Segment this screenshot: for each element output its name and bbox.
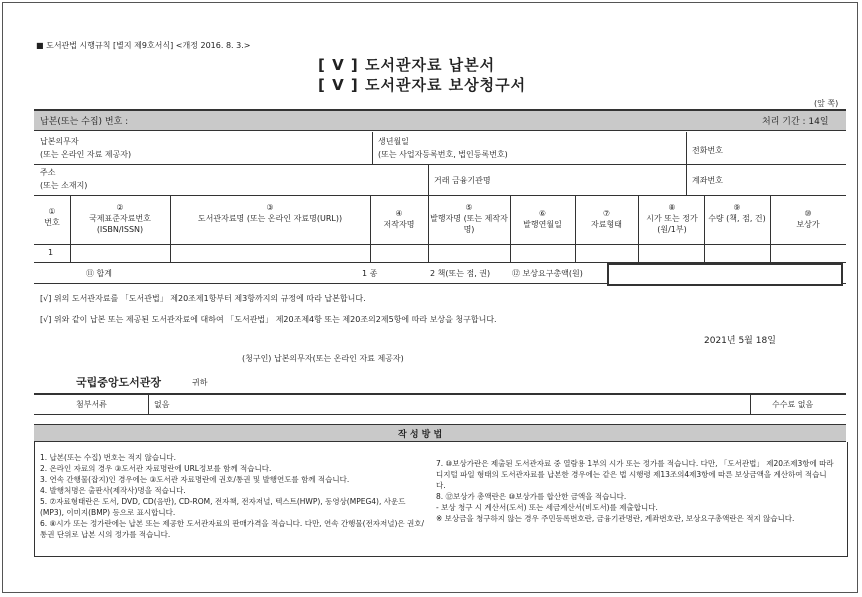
column-header-quantity: ⑨ 수량 (책, 점, 건) — [708, 203, 766, 223]
instruction-item: 3. 연속 간행물(잡지)인 경우에는 ③도서관 자료명란에 권호/통권 및 발행연도를 함께 적습니다. — [40, 475, 350, 484]
instructions-left — [40, 452, 425, 540]
birth-label: 생년월일 — [378, 137, 409, 146]
address-sublabel: (또는 소재지) — [40, 181, 88, 190]
fee-label: 수수료 없음 — [772, 400, 814, 409]
attachments-col-line — [750, 394, 751, 414]
depositor-label: 납본의무자 — [40, 137, 79, 146]
attachments-value: 없음 — [154, 400, 170, 409]
instructions-right — [436, 458, 836, 524]
attachments-bottom-border — [34, 414, 846, 415]
instruction-item: 7. ⑩보상가란은 제출된 도서관자료 중 열람용 1부의 시가 또는 정가를 적습니다. 다만, 「도서관법」 제20조제3항에 따라 디지털 파일 형태의 도서관자료를 납본한 경우에는 같은 법 시행령 제13조의4제3항에 따른 보상금액을 계산하여 적습니다. — [436, 459, 834, 490]
total-kinds: 1 종 — [362, 269, 378, 278]
instruction-item: 2. 온라인 자료의 경우 ③도서관 자료명란에 URL정보를 함께 적습니다. — [40, 464, 272, 473]
form-title-deposit: [ V ] 도서관자료 납본서 — [318, 56, 496, 74]
info-col-divider-1 — [372, 132, 373, 164]
instruction-item: 5. ⑦자료형태란은 도서, DVD, CD(음반), CD-ROM, 전자책, 전자저널, 텍스트(HWP), 동영상(MPEG4), 사운드(MP3), 이미지(BMP) 등으로 표시합니다. — [40, 497, 406, 517]
claim-total-label: ⑫ 보상요구총액(원) — [512, 269, 583, 278]
column-header-isbn: ② 국제표준자료번호 (ISBN/ISSN) — [89, 203, 151, 234]
address-label: 주소 — [40, 168, 56, 177]
instruction-item: 6. ⑧시가 또는 정가란에는 납본 또는 제공한 도서관자료의 판매가격을 적습니다. 다만, 연속 간행물(전자저널)은 권호/통권 단위로 납본 시의 정가를 적습니다. — [40, 519, 425, 539]
column-header-publisher: ⑤ 발행자명 (또는 제작자명) — [430, 203, 508, 234]
instruction-item: 1. 납본(또는 수집) 번호는 적지 않습니다. — [40, 453, 176, 462]
attachments-top-border — [34, 393, 846, 395]
declaration-date: 2021년 5월 18일 — [704, 336, 776, 346]
table-col-line — [638, 196, 639, 262]
instruction-item: 4. 발행처명은 출판사(제작사)명을 적습니다. — [40, 486, 186, 495]
depositor-sublabel: (또는 온라인 자료 제공자) — [40, 150, 132, 159]
claim-declaration: [√] 위와 같이 납본 또는 제공된 도서관자료에 대하여 「도서관법」 제20조제4항 또는 제20조의2제5항에 따라 보상을 청구합니다. — [40, 315, 497, 324]
instruction-item: 8. ⑫보상가 총액란은 ⑩보상가를 합산한 금액을 적습니다. — [436, 492, 627, 501]
claim-total-field[interactable] — [607, 263, 843, 286]
instruction-item: - 보상 청구 시 계산서(도서) 또는 세금계산서(비도서)를 제출합니다. — [436, 503, 658, 512]
info-col-divider-3 — [686, 132, 687, 195]
column-header-pub-date: ⑥ 발행연월일 — [523, 209, 562, 229]
phone-label: 전화번호 — [692, 146, 723, 155]
column-header-author: ④ 저작자명 — [383, 209, 415, 229]
form-title-claim: [ V ] 도서관자료 보상청구서 — [318, 76, 527, 94]
form-rule-reference: ■ 도서관법 시행규칙 [별지 제9호서식] <개정 2016. 8. 3.> — [36, 41, 251, 50]
bank-label: 거래 금융기관명 — [434, 176, 491, 185]
total-label: ⑪ 합계 — [86, 269, 112, 278]
attachments-col-line — [148, 394, 149, 414]
info-col-divider-2 — [428, 164, 429, 195]
info-bottom-border — [34, 195, 846, 196]
page-side-note: (앞 쪽) — [814, 99, 839, 108]
column-header-title: ③ 도서관자료명 (또는 온라인 자료명(URL)) — [197, 203, 343, 223]
receipt-number-bar — [34, 109, 846, 131]
deposit-declaration: [√] 위의 도서관자료를 「도서관법」 제20조제1항부터 제3항까지의 규정에 따라 납본합니다. — [40, 294, 366, 303]
recipient-suffix: 귀하 — [192, 378, 208, 387]
column-header-number: ① 번호 — [44, 207, 60, 227]
instruction-item: ※ 보상금을 청구하지 않는 경우 주민등록번호란, 금융기관명란, 계좌번호란, 보상요구총액란은 적지 않습니다. — [436, 514, 795, 523]
row-number: 1 — [48, 248, 54, 257]
table-header-bottom — [34, 244, 846, 245]
receipt-number-label: 납본(또는 수집) 번호 : — [40, 117, 129, 127]
total-books: 2 책(또는 점, 권) — [430, 269, 491, 278]
processing-period: 처리 기간 : 14일 — [762, 117, 829, 127]
birth-sublabel: (또는 사업자등록번호, 법인등록번호) — [378, 150, 508, 159]
account-label: 계좌번호 — [692, 176, 723, 185]
column-header-format: ⑦ 자료형태 — [591, 209, 622, 229]
instructions-heading: 작 성 방 법 — [398, 430, 443, 440]
recipient-name: 국립중앙도서관장 — [76, 376, 162, 389]
column-header-price: ⑧ 시가 또는 정가(원/1부) — [646, 203, 698, 234]
info-divider — [34, 164, 846, 165]
signer-label: (청구인) 납본의무자(또는 온라인 자료 제공자) — [242, 354, 404, 363]
column-header-compensation: ⑩ 보상가 — [796, 209, 820, 229]
attachments-label: 첨부서류 — [76, 400, 107, 409]
